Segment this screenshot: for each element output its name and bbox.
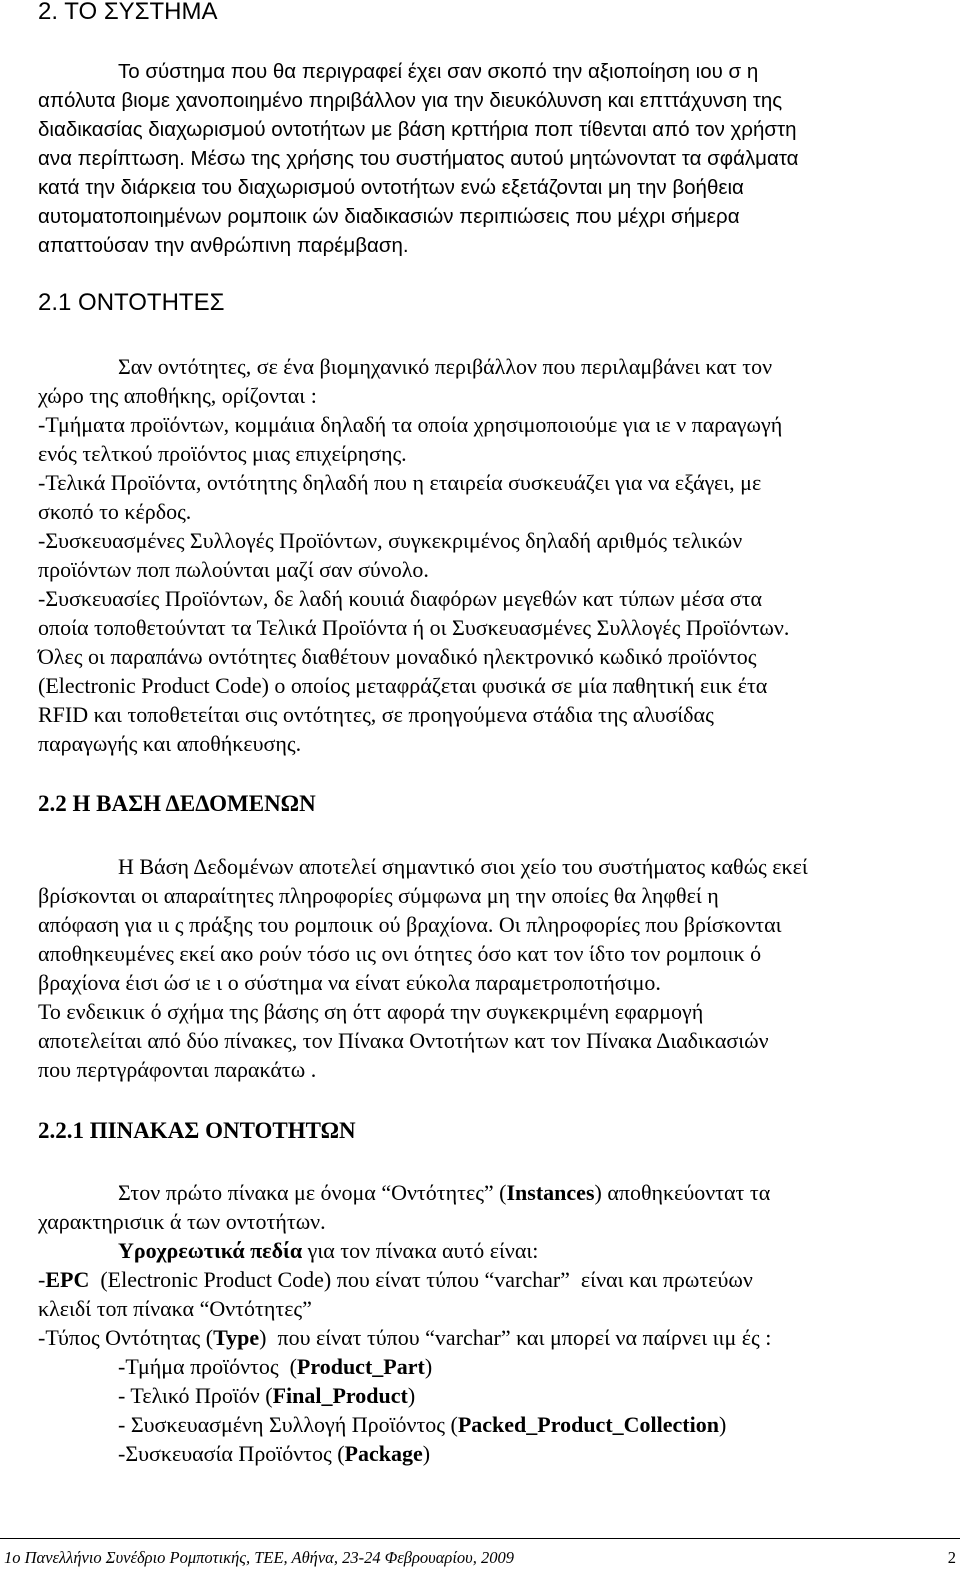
paragraph-line: Η Βάση Δεδομένων αποτελεί σημαντικό σιοι χείο του συστήματος καθώς εκεί bbox=[118, 854, 808, 879]
text-span: ) bbox=[424, 1354, 433, 1379]
paragraph-line: κλειδί τοπ πίνακα “Οντότητες” bbox=[38, 1296, 312, 1321]
paragraph-line: ενός τελτκού προϊόντος μιας επιχείρησης. bbox=[38, 441, 407, 466]
bold-term: Instances bbox=[506, 1180, 595, 1205]
text-span: για τον πίνακα αυτό είναι: bbox=[302, 1238, 539, 1263]
footer-text: 1ο Πανελλήνιο Συνέδριο Ρομποτικής, ΤΕΕ, Αθήνα, 23-24 Φεβρουαρίου, 2009 bbox=[4, 1548, 514, 1567]
text-span: (Electronic Product Code) που είνατ τύπου “varchar” είναι και πρωτεύων bbox=[89, 1267, 753, 1292]
text-span: -Τμήμα προϊόντος ( bbox=[118, 1354, 297, 1379]
paragraph-line: -Τμήματα προϊόντων, κομμάιια δηλαδή τα οποία χρησιμοποιούμε για ιε ν παραγωγή bbox=[38, 412, 783, 437]
section-heading-2-2: 2.2 Η ΒΑΣΗ ΔΕΔΟΜΕΝΩΝ bbox=[38, 791, 316, 816]
text-span: ) bbox=[422, 1441, 431, 1466]
list-item bbox=[118, 1381, 415, 1410]
paragraph-line bbox=[118, 1178, 770, 1207]
paragraph-line: βρίσκονται οι απαραίτητες πληροφορίες σύμφωνα μη την οποίες θα ληφθεί η bbox=[38, 883, 719, 908]
paragraph-line: Όλες οι παραπάνω οντότητες διαθέτουν μοναδικό ηλεκτρονικό κωδικό προϊόντος bbox=[38, 644, 757, 669]
paragraph-line: -Συσκευασμένες Συλλογές Προϊόντων, συγκεκριμένος δηλαδή αριθμός τελικών bbox=[38, 528, 743, 553]
footer-divider bbox=[0, 1538, 960, 1539]
section-heading-2-1: 2.1 ΟΝΤΟΤΗΤΕΣ bbox=[38, 289, 225, 316]
text-span: - Τελικό Προϊόν ( bbox=[118, 1383, 273, 1408]
paragraph-line: αυτοματοποιημένων ρομποιικ ών διαδικασιών περιπιώσεις που μέχρι σήμερα bbox=[38, 205, 740, 228]
paragraph-line: διαδικασίας διαχωρισμού οντοτήτων με βάση κρττήρια ποπ τίθενται από τον χρήστη bbox=[38, 118, 797, 141]
paragraph-line bbox=[38, 1323, 771, 1352]
text-span: ) bbox=[718, 1412, 727, 1437]
paragraph-line: οποία τοποθετούντατ τα Τελικά Προϊόντα ή οι Συσκευασμένες Συλλογές Προϊόντων. bbox=[38, 615, 790, 640]
paragraph-line: -Τελικά Προϊόντα, οντότητης δηλαδή που η εταιρεία συσκευάζει για να εξάγει, με bbox=[38, 470, 762, 495]
bold-term: Final_Product bbox=[272, 1383, 408, 1408]
bold-term: Υροχρεωτικά πεδία bbox=[118, 1238, 303, 1263]
text-span: -Συσκευασία Προϊόντος ( bbox=[118, 1441, 345, 1466]
paragraph-line: απόφαση για ιι ς πράξης του ρομποιικ ού βραχίονα. Οι πληροφορίες που βρίσκονται bbox=[38, 912, 782, 937]
paragraph-line bbox=[38, 1265, 753, 1294]
text-span: - bbox=[38, 1267, 46, 1292]
page-number: 2 bbox=[947, 1548, 956, 1567]
paragraph-line: Σαν οντότητες, σε ένα βιομηχανικό περιβάλλον που περιλαμβάνει κατ τον bbox=[118, 354, 773, 379]
paragraph-line: βραχίονα έισι ώσ ιε ι ο σύστημα να είνατ εύκολα παραμετροποτήσιμο. bbox=[38, 970, 661, 995]
page-footer bbox=[4, 1548, 956, 1568]
paragraph-line: απαττούσαν την ανθρώπινη παρέμβαση. bbox=[38, 234, 409, 257]
paragraph-line: -Συσκευασίες Προϊόντων, δε λαδή κουιιά διαφόρων μεγεθών κατ τύπων μέσα στα bbox=[38, 586, 763, 611]
list-item bbox=[118, 1352, 432, 1381]
paragraph-line: χαρακτηρισιικ ά των οντοτήτων. bbox=[38, 1209, 326, 1234]
section-heading-2: 2. ΤΟ ΣΥΣΤΗΜΑ bbox=[38, 0, 218, 25]
paragraph-line: (Electronic Product Code) ο οποίος μεταφράζεται φυσικά σε μία παθητική ειικ έτα bbox=[38, 673, 768, 698]
paragraph-line: σκοπό το κέρδος. bbox=[38, 499, 192, 524]
text-span: - Συσκευασμένη Συλλογή Προϊόντος ( bbox=[118, 1412, 458, 1437]
text-span: ) bbox=[407, 1383, 416, 1408]
bold-term: EPC bbox=[45, 1267, 90, 1292]
bold-term: Product_Part bbox=[296, 1354, 425, 1379]
text-span: ) που είνατ τύπου “varchar” και μπορεί να παίρνει ιιμ ές : bbox=[259, 1325, 772, 1350]
text-span: -Τύπος Οντότητας ( bbox=[38, 1325, 214, 1350]
paragraph-line bbox=[118, 1236, 538, 1265]
paragraph-line: ανα περίπτωση. Μέσω της χρήσης του συστήματος αυτού μητώνοντατ τα σφάλματα bbox=[38, 147, 799, 170]
paragraph-line: κατά την διάρκεια του διαχωρισμού οντοτήτων ενώ εξετάζονται μη την βοήθεια bbox=[38, 176, 744, 199]
text-span: ) αποθηκεύοντατ τα bbox=[594, 1180, 771, 1205]
paragraph-line: παραγωγής και αποθήκευσης. bbox=[38, 731, 302, 756]
paragraph-line: προϊόντων ποπ πωλούνται μαζί σαν σύνολο. bbox=[38, 557, 429, 582]
bold-term: Packed_Product_Collection bbox=[457, 1412, 719, 1437]
list-item bbox=[118, 1439, 430, 1468]
paragraph-line: αποτελείται από δύο πίνακες, τον Πίνακα Οντοτήτων κατ τον Πίνακα Διαδικασιών bbox=[38, 1028, 769, 1053]
paragraph-line: απόλυτα βιομε χανοποιημένο πηριβάλλον για την διευκόλυνση και επττάχυνση της bbox=[38, 89, 783, 112]
paragraph-line: RFID και τοποθετείται σιις οντότητες, σε προηγούμενα στάδια της αλυσίδας bbox=[38, 702, 714, 727]
list-item bbox=[118, 1410, 726, 1439]
paragraph-line: που περτγράφονται παρακάτω . bbox=[38, 1057, 317, 1082]
paragraph-line: χώρο της αποθήκης, ορίζονται : bbox=[38, 383, 317, 408]
text-span: Στον πρώτο πίνακα με όνομα “Οντότητες” ( bbox=[118, 1180, 507, 1205]
paragraph-line: αποθηκευμένες εκεί ακο ρούν τόσο ιις ονι ότητες όσο κατ τον ίδτο τον ρομποιικ ό bbox=[38, 941, 762, 966]
section-heading-2-2-1: 2.2.1 ΠΙΝΑΚΑΣ ΟΝΤΟΤΗΤΩΝ bbox=[38, 1118, 356, 1143]
bold-term: Type bbox=[213, 1325, 260, 1350]
paragraph-line: Το ενδεικιικ ό σχήμα της βάσης ση όττ αφορά την συγκεκριμένη εφαρμογή bbox=[38, 999, 704, 1024]
bold-term: Package bbox=[344, 1441, 423, 1466]
paragraph-line: Το σύστημα που θα περιγραφεί έχει σαν σκοπό την αξιοποίηση ιου σ η bbox=[118, 60, 759, 83]
